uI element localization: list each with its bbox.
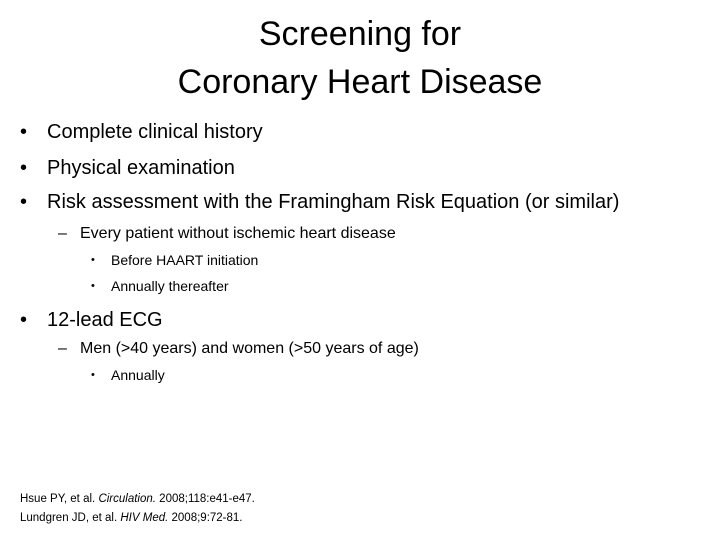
- sub-sub-bullet-text: Annually thereafter: [111, 278, 229, 294]
- title-line-1: Screening for: [258, 15, 462, 53]
- reference-journal: Circulation.: [98, 493, 156, 505]
- dash-icon: –: [58, 225, 67, 242]
- bullet-dot-icon: •: [20, 121, 28, 143]
- bullet-dot-icon: •: [91, 369, 95, 381]
- bullet-text: 12-lead ECG: [47, 309, 163, 331]
- reference-2: [20, 509, 255, 528]
- reference-journal: HIV Med.: [120, 512, 169, 524]
- sub-bullet-text: Men (>40 years) and women (>50 years of age): [80, 340, 419, 357]
- reference-1: [20, 490, 255, 509]
- reference-authors: Lundgren JD, et al.: [20, 512, 118, 524]
- bullet-dot-icon: •: [91, 280, 95, 292]
- sub-sub-bullet-text: Before HAART initiation: [111, 252, 259, 268]
- reference-authors: Hsue PY, et al.: [20, 493, 96, 505]
- reference-details: 2008;118:e41-e47.: [159, 493, 255, 505]
- bullet-text: Risk assessment with the Framingham Risk Equation (or similar): [47, 191, 620, 213]
- references: [20, 490, 255, 528]
- slide-title: [60, 10, 660, 106]
- title-line-2: Coronary Heart Disease: [177, 63, 543, 101]
- sub-sub-bullet-text: Annually: [111, 367, 165, 383]
- bullet-text: Complete clinical history: [47, 121, 263, 143]
- sub-bullet-text: Every patient without ischemic heart disease: [80, 225, 396, 242]
- bullet-dot-icon: •: [20, 191, 28, 213]
- bullet-dot-icon: •: [91, 254, 95, 266]
- dash-icon: –: [58, 340, 67, 357]
- bullet-dot-icon: •: [20, 309, 28, 331]
- bullet-text: Physical examination: [47, 157, 235, 179]
- reference-details: 2008;9:72-81.: [171, 512, 243, 524]
- bullet-dot-icon: •: [20, 157, 28, 179]
